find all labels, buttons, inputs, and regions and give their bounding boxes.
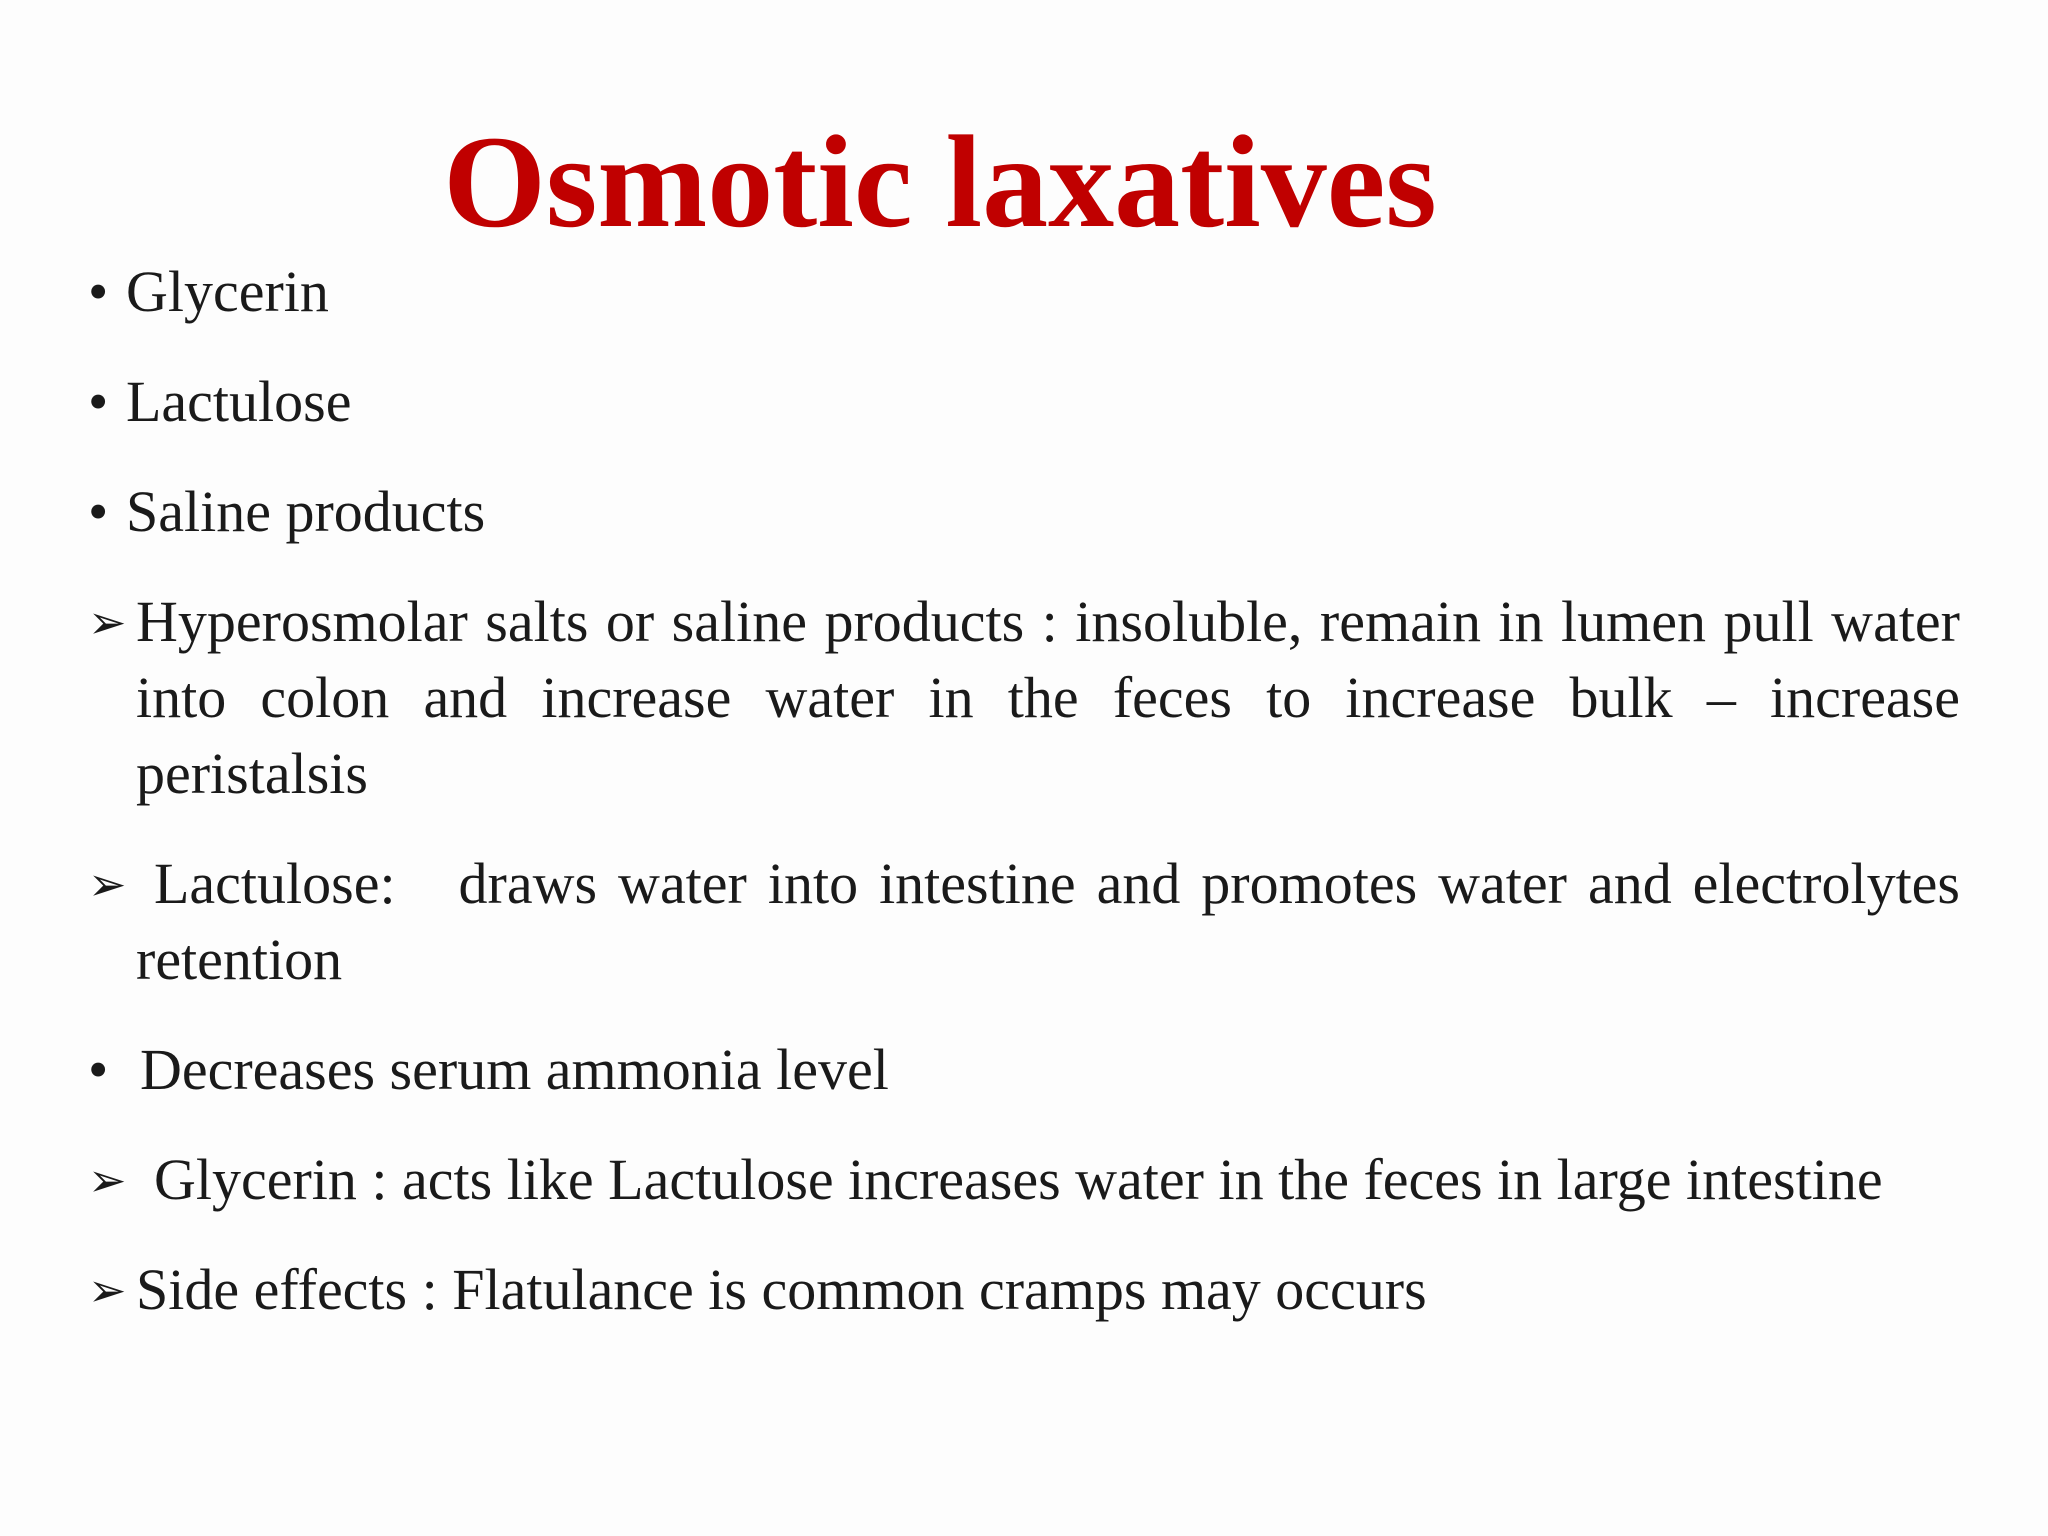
list-item-text: Glycerin xyxy=(126,259,329,324)
list-item-text: Lactulose xyxy=(126,369,352,434)
list-item-lactulose-detail xyxy=(88,846,1975,998)
arrow-bullet-icon: ➢ xyxy=(88,1263,127,1317)
list-item-saline-products xyxy=(88,474,1960,550)
list-item-glycerin-detail xyxy=(88,1142,1960,1218)
list-item-glycerin xyxy=(88,254,1960,330)
list-item-text: Side effects : Flatulance is common cramps may occurs xyxy=(136,1257,1427,1322)
bullet-dot-icon: • xyxy=(88,479,109,544)
slide-title: Osmotic laxatives xyxy=(443,108,1437,255)
bullet-dot-icon: • xyxy=(88,369,109,434)
list-item-ammonia xyxy=(88,1032,1960,1108)
bullet-dot-icon: • xyxy=(88,1037,109,1102)
list-item-text: Decreases serum ammonia level xyxy=(140,1037,889,1102)
list-item-text: Glycerin : acts like Lactulose increases water in the feces in large intestine xyxy=(154,1147,1883,1212)
list-item-side-effects xyxy=(88,1252,1960,1328)
arrow-bullet-icon: ➢ xyxy=(88,1153,127,1207)
list-item-lactulose xyxy=(88,364,1960,440)
list-item-text: Lactulose: draws water into intestine and promotes water and electrolytes retention xyxy=(136,851,1975,992)
arrow-bullet-icon: ➢ xyxy=(88,857,127,911)
bullet-dot-icon: • xyxy=(88,259,109,324)
arrow-bullet-icon: ➢ xyxy=(88,595,127,649)
list-item-hyperosmolar-salts xyxy=(88,584,1960,812)
list-item-text: Saline products xyxy=(126,479,486,544)
list-item-text: Hyperosmolar salts or saline products : insoluble, remain in lumen pull water into colon and increase water in the feces to increase bulk – increase peristalsis xyxy=(136,589,1960,806)
slide-content xyxy=(88,254,1975,1362)
